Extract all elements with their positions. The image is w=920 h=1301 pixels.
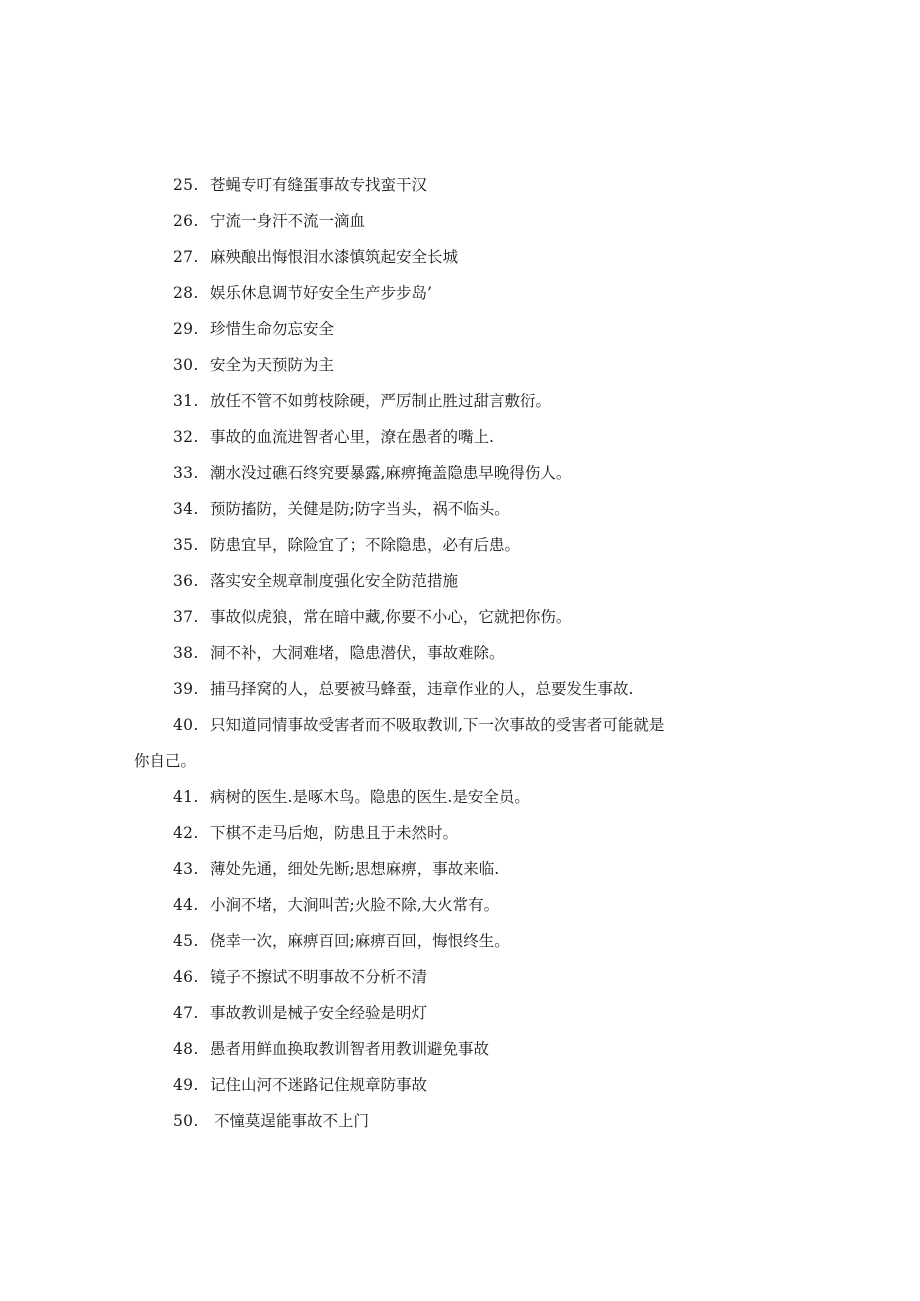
item-number: 44. (173, 896, 199, 914)
list-item (173, 497, 510, 521)
list-item (173, 677, 633, 701)
item-number: 25. (173, 176, 199, 194)
list-item (173, 713, 664, 737)
item-text: 下棋不走马后炮，防患且于未然时。 (210, 824, 459, 842)
item-text: 麻殃酿出悔恨泪水漆慎筑起安全长城 (210, 248, 459, 266)
item-number: 31. (173, 392, 199, 410)
list-item (173, 245, 458, 269)
item-text: 薄处先通，细处先断;思想麻痹，事故来临. (210, 860, 500, 878)
list-item (173, 1073, 427, 1097)
item-number: 38. (173, 644, 199, 662)
item-text: 娱乐休息调节好安全生产步步岛’ (210, 284, 432, 302)
item-text-continuation: 你自己。 (134, 752, 197, 770)
item-text: 不憧莫逞能事故不上门 (214, 1112, 370, 1130)
list-item (173, 209, 365, 233)
item-number: 43. (173, 860, 199, 878)
item-text: 事故教训是械子安全经验是明灯 (210, 1004, 428, 1022)
item-text: 预防搐防，关健是防;防字当头，祸不临头。 (210, 500, 510, 518)
item-text: 落实安全规章制度强化安全防范措施 (210, 572, 459, 590)
item-number: 50. (173, 1112, 199, 1130)
list-item (173, 641, 505, 665)
item-text: 事故的血流进智者心里，潦在愚者的嘴上. (210, 428, 494, 446)
list-item (173, 821, 458, 845)
list-item (173, 857, 499, 881)
list-item (173, 785, 530, 809)
item-text: 防患宜早，除险宜了；不除隐患，必有后患。 (210, 536, 521, 554)
item-text: 苍蝇专叮有缝蛋事故专找蛮干汉 (210, 176, 428, 194)
item-text: 小涧不堵，大涧叫苦;火脸不除,大火常有。 (210, 896, 500, 914)
item-text: 潮水没过礁石终究要暴露,麻痹掩盖隐患早晚得伤人。 (210, 464, 572, 482)
item-number: 45. (173, 932, 199, 950)
list-item (173, 929, 510, 953)
item-text: 记住山河不迷路记住规章防事故 (210, 1076, 428, 1094)
list-item (173, 533, 520, 557)
item-number: 46. (173, 968, 199, 986)
item-number: 33. (173, 464, 199, 482)
item-text: 珍惜生命勿忘安全 (210, 320, 335, 338)
item-text: 捕马择窝的人，总要被马蜂蚕，违章作业的人，总要发生事故. (210, 680, 634, 698)
list-item (173, 1109, 369, 1133)
item-number: 39. (173, 680, 199, 698)
list-item (173, 1001, 427, 1025)
item-text: 放任不管不如剪枝除硬，严厉制止胜过甜言敷衍。 (210, 392, 552, 410)
item-text: 病树的医生.是啄木鸟。隐患的医生.是安全员。 (210, 788, 530, 806)
item-number: 29. (173, 320, 199, 338)
list-item (173, 1037, 489, 1061)
item-text: 宁流一身汗不流一滴血 (210, 212, 366, 230)
item-text: 侥幸一次，麻痹百回;麻痹百回，悔恨终生。 (210, 932, 510, 950)
list-item (173, 317, 334, 341)
list-item (173, 461, 571, 485)
item-number: 48. (173, 1040, 199, 1058)
item-number: 47. (173, 1004, 199, 1022)
item-text: 愚者用鲜血换取教训智者用教训避免事故 (210, 1040, 490, 1058)
list-item (173, 281, 432, 305)
item-text: 镜子不擦试不明事故不分析不清 (210, 968, 428, 986)
list-item (173, 569, 458, 593)
item-number: 41. (173, 788, 199, 806)
list-item (173, 389, 551, 413)
item-number: 32. (173, 428, 199, 446)
item-number: 26. (173, 212, 199, 230)
item-number: 40. (173, 716, 199, 734)
item-number: 37. (173, 608, 199, 626)
list-item (173, 425, 494, 449)
item-text: 洞不补，大洞难堵，隐患潜伏，事故难除。 (210, 644, 505, 662)
item-number: 35. (173, 536, 199, 554)
item-number: 42. (173, 824, 199, 842)
item-number: 30. (173, 356, 199, 374)
item-text: 只知道同情事故受害者而不吸取教训,下一次事故的受害者可能就是 (210, 716, 665, 734)
list-item (173, 173, 427, 197)
item-text: 事故似虎狼，常在暗中藏,你要不小心，它就把你伤。 (210, 608, 572, 626)
item-number: 28. (173, 284, 199, 302)
item-text: 安全为天预防为主 (210, 356, 335, 374)
list-item (173, 965, 427, 989)
list-item (173, 893, 499, 917)
item-number: 36. (173, 572, 199, 590)
list-item (173, 353, 334, 377)
item-number: 34. (173, 500, 199, 518)
item-number: 49. (173, 1076, 199, 1094)
item-number: 27. (173, 248, 199, 266)
list-item (173, 605, 571, 629)
